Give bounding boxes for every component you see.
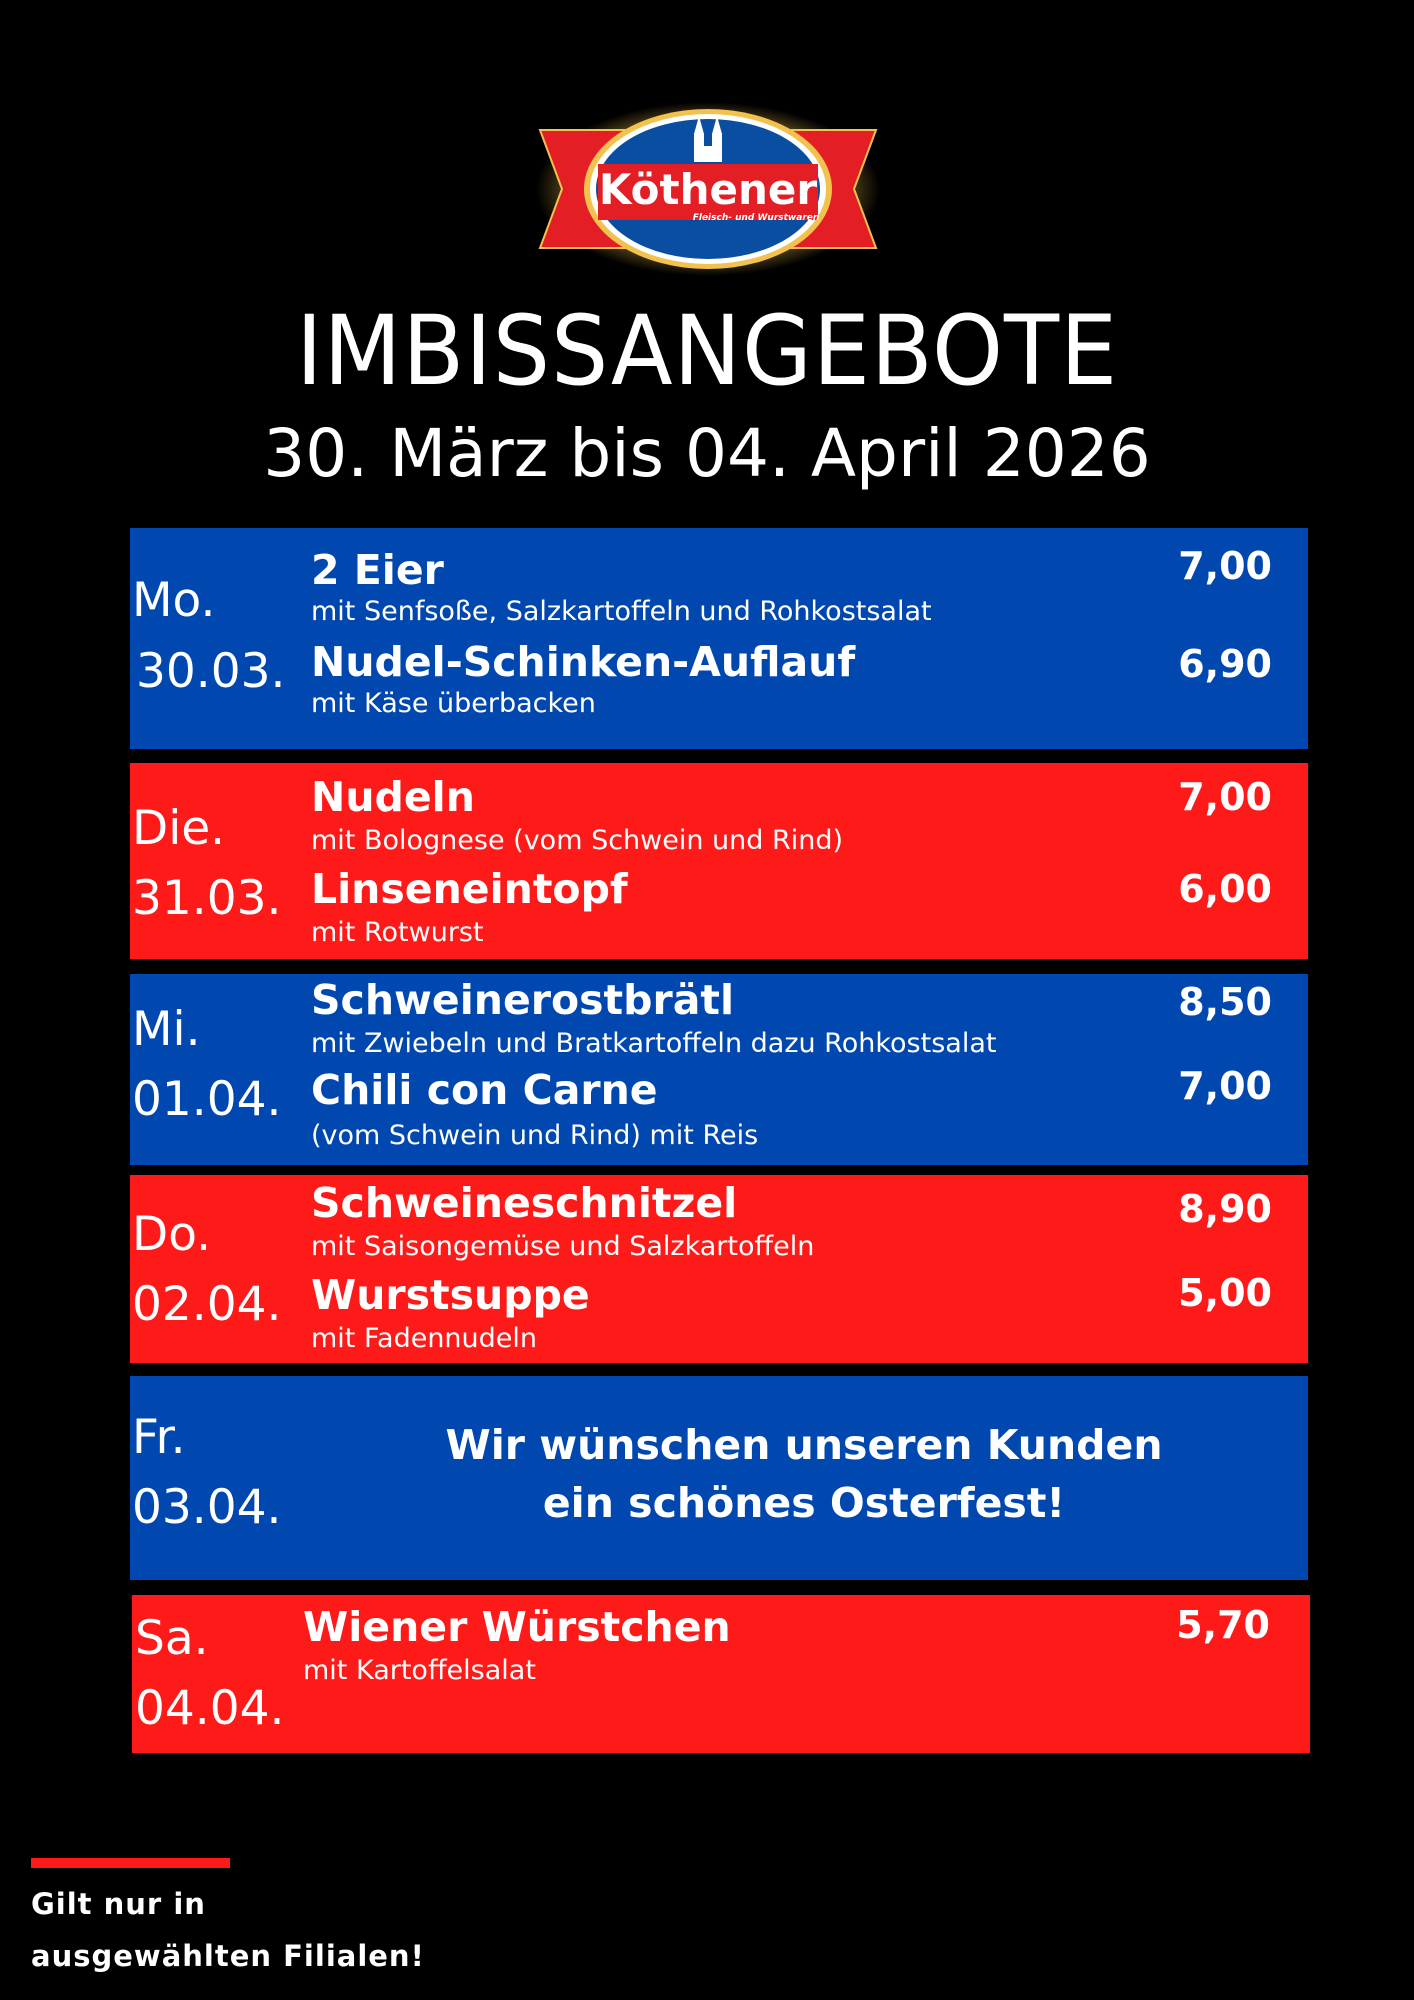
day-weekday: Mo. [132,573,216,628]
dish-price: 5,00 [1178,1271,1272,1315]
holiday-message-line2: ein schönes Osterfest! [542,1479,1066,1527]
dish-price: 7,00 [1178,544,1272,588]
dish-price: 7,00 [1178,775,1272,819]
logo-tagline: Fleisch- und Wurstwaren [692,213,820,223]
koethener-logo [536,102,880,276]
dish-name: Linseneintopf [311,865,628,913]
dish-name: Nudel-Schinken-Auflauf [311,638,856,686]
dish-price: 6,00 [1178,867,1272,911]
dish-description: (vom Schwein und Rind) mit Reis [311,1120,759,1151]
dish-description: mit Bolognese (vom Schwein und Rind) [311,825,844,856]
holiday-message [300,1416,1308,1532]
day-weekday: Die. [132,801,226,856]
dish-price: 6,90 [1178,642,1272,686]
day-date: 04.04. [135,1681,285,1736]
day-row-tuesday [130,763,1308,959]
day-row-friday [130,1376,1308,1580]
dish-name: Chili con Carne [311,1066,658,1114]
day-row-saturday [132,1595,1310,1753]
footer-note [31,1878,425,1982]
dish-name: Nudeln [311,773,475,821]
day-weekday: Mi. [132,1002,201,1057]
holiday-message-line1: Wir wünschen unseren Kunden [445,1421,1163,1469]
logo-brand: Köthener [598,165,818,214]
footer-accent-bar [31,1858,230,1868]
dish-price: 8,50 [1178,980,1272,1024]
dish-description: mit Kartoffelsalat [303,1655,536,1686]
footer-line-2: ausgewählten Filialen! [31,1939,425,1973]
dish-name: Schweineschnitzel [311,1179,738,1227]
dish-description: mit Rotwurst [311,917,484,948]
dish-name: 2 Eier [311,546,444,594]
dish-price: 7,00 [1178,1064,1272,1108]
dish-price: 5,70 [1176,1603,1270,1647]
page-title: IMBISSANGEBOTE [295,295,1119,407]
dish-description: mit Käse überbacken [311,688,596,719]
day-date: 30.03. [136,644,286,699]
day-row-monday [130,528,1308,749]
dish-name: Wurstsuppe [311,1271,590,1319]
dish-description: mit Senfsoße, Salzkartoffeln und Rohkostsalat [311,596,932,627]
day-date: 01.04. [132,1072,282,1127]
day-date: 31.03. [132,871,282,926]
dish-name: Wiener Würstchen [303,1603,731,1651]
dish-name: Schweinerostbrätl [311,976,735,1024]
day-date: 02.04. [132,1277,282,1332]
dish-description: mit Fadennudeln [311,1323,538,1354]
date-range: 30. März bis 04. April 2026 [263,415,1151,492]
dish-price: 8,90 [1178,1187,1272,1231]
day-row-wednesday [130,974,1308,1165]
footer-line-1: Gilt nur in [31,1887,206,1921]
dish-description: mit Saisongemüse und Salzkartoffeln [311,1231,815,1262]
dish-description: mit Zwiebeln und Bratkartoffeln dazu Rohkostsalat [311,1028,997,1059]
day-weekday: Sa. [135,1611,209,1666]
day-date: 03.04. [132,1480,282,1535]
day-weekday: Fr. [132,1410,186,1465]
day-weekday: Do. [132,1207,212,1262]
day-row-thursday [130,1175,1308,1363]
